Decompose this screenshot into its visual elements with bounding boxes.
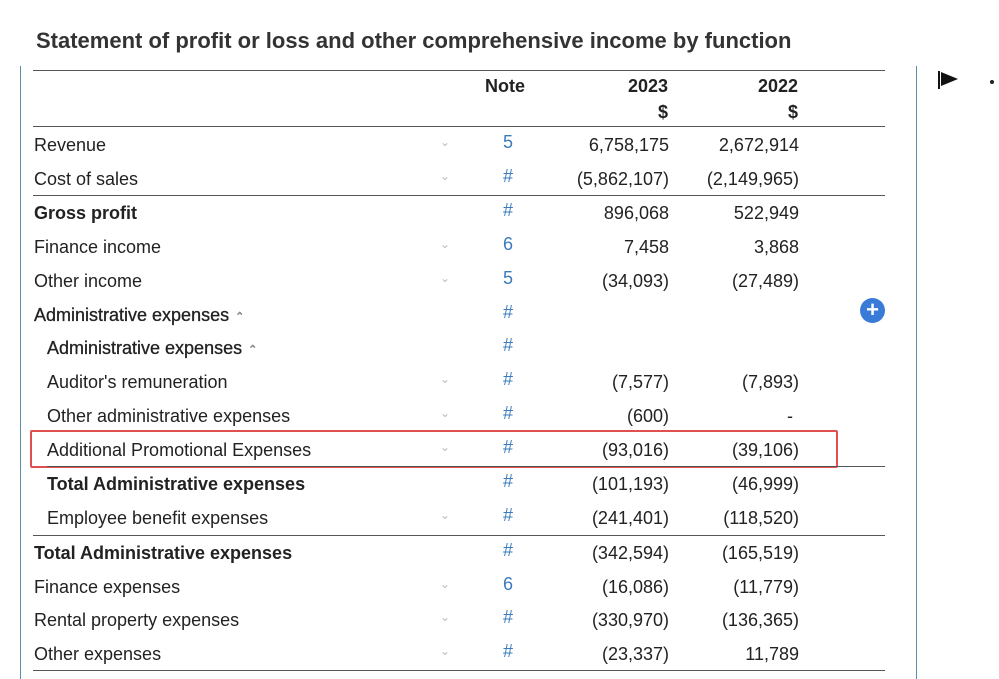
currency-2023: $ [658,102,669,122]
table-row [0,230,999,264]
value-2023: 7,458 [623,237,669,257]
value-2023: (101,193) [591,474,669,494]
row-label: Other administrative expenses [47,406,291,426]
note-link[interactable]: # [502,437,513,457]
value-2023: (241,401) [591,508,669,528]
table-row [0,264,999,298]
table-row [0,331,999,365]
table-row [0,603,999,637]
highlight-box [30,430,838,468]
chevron-down-icon[interactable]: ⌄ [440,610,451,624]
more-dot-icon[interactable] [990,80,994,84]
value-2022: 3,868 [753,237,799,257]
note-link[interactable]: # [502,403,513,423]
value-2022: (27,489) [731,271,799,291]
value-2022: 2,672,914 [718,135,799,155]
row-label: Employee benefit expenses [47,508,269,528]
table-row [0,365,999,399]
row-label: Revenue [34,135,107,155]
note-link[interactable]: # [502,471,513,491]
value-2023: (7,577) [611,372,669,392]
chevron-down-icon[interactable]: ⌄ [440,169,451,183]
table-row [0,162,999,196]
chevron-up-icon[interactable]: ⌃ [235,310,245,323]
header-top-rule [33,70,885,71]
row-label: Gross profit [34,203,138,223]
chevron-down-icon[interactable]: ⌄ [440,577,451,591]
value-2023: (34,093) [601,271,669,291]
value-2022: (46,999) [731,474,799,494]
flag-icon[interactable] [936,70,960,90]
row-label: Finance income [34,237,162,257]
row-label: Auditor's remuneration [47,372,228,392]
value-2023: (5,862,107) [576,169,669,189]
chevron-down-icon[interactable]: ⌄ [440,271,451,285]
subgroup-label-administrative-expenses[interactable] [47,338,257,359]
note-column-header: Note [485,76,525,96]
note-link[interactable]: # [502,335,513,355]
chevron-down-icon[interactable]: ⌄ [440,237,451,251]
plus-circle-icon[interactable]: + [860,298,885,323]
value-2023: (16,086) [601,577,669,597]
value-2022: (7,893) [741,372,799,392]
table-row [0,399,999,433]
value-2022: (165,519) [721,543,799,563]
chevron-up-icon[interactable]: ⌃ [248,343,258,356]
row-label: Other expenses [34,644,162,664]
page-title: Statement of profit or loss and other comprehensive income by function [36,28,792,53]
group-label-administrative-expenses[interactable] [34,305,244,326]
value-2023: (600) [626,406,669,426]
table-row [0,536,999,570]
note-link[interactable]: # [502,302,513,322]
note-link[interactable]: # [502,607,513,627]
value-2022: (11,779) [733,577,799,597]
row-label: Other income [34,271,143,291]
note-link[interactable]: 5 [502,132,513,152]
row-label: Total Administrative expenses [47,474,306,494]
note-link[interactable]: # [502,369,513,389]
value-2022: (136,365) [721,610,799,630]
year-2023-header: 2023 [628,76,669,96]
chevron-down-icon[interactable]: ⌄ [440,440,451,454]
value-2022: (2,149,965) [706,169,799,189]
value-2023: 896,068 [603,203,669,223]
year-2022-header: 2022 [758,76,799,96]
note-link[interactable]: # [502,200,513,220]
table-row [0,128,999,162]
value-2022: - [787,406,793,426]
value-2023: 6,758,175 [588,135,669,155]
note-link[interactable]: 6 [502,234,513,254]
value-2022: (39,106) [731,440,799,460]
table-row [0,570,999,604]
chevron-down-icon[interactable]: ⌄ [440,644,451,658]
note-link[interactable]: # [502,641,513,661]
note-link[interactable]: # [502,166,513,186]
value-2023: (93,016) [601,440,669,460]
subtotal-rule [33,670,885,671]
value-2022: 11,789 [745,644,799,664]
value-2023: (342,594) [591,543,669,563]
chevron-down-icon[interactable]: ⌄ [440,372,451,386]
note-link[interactable]: 6 [502,574,513,594]
row-label: Administrative expenses [34,305,230,325]
value-2023: (330,970) [591,610,669,630]
header-bottom-rule [33,126,885,127]
table-row [0,501,999,535]
chevron-down-icon[interactable]: ⌄ [440,406,451,420]
row-label: Additional Promotional Expenses [47,440,312,460]
value-2022: (118,520) [723,508,799,528]
row-label: Total Administrative expenses [34,543,293,563]
table-row [0,637,999,671]
row-label: Rental property expenses [34,610,240,630]
chevron-down-icon[interactable]: ⌄ [440,135,451,149]
note-link[interactable]: # [502,540,513,560]
value-2023: (23,337) [601,644,669,664]
row-label: Administrative expenses [47,338,243,358]
value-2022: 522,949 [733,203,799,223]
chevron-down-icon[interactable]: ⌄ [440,508,451,522]
table-row [0,298,999,332]
currency-2022: $ [788,102,799,122]
row-label: Finance expenses [34,577,181,597]
row-label: Cost of sales [34,169,139,189]
table-row [0,196,999,230]
note-link[interactable]: 5 [502,268,513,288]
table-row [0,467,999,501]
note-link[interactable]: # [502,505,513,525]
